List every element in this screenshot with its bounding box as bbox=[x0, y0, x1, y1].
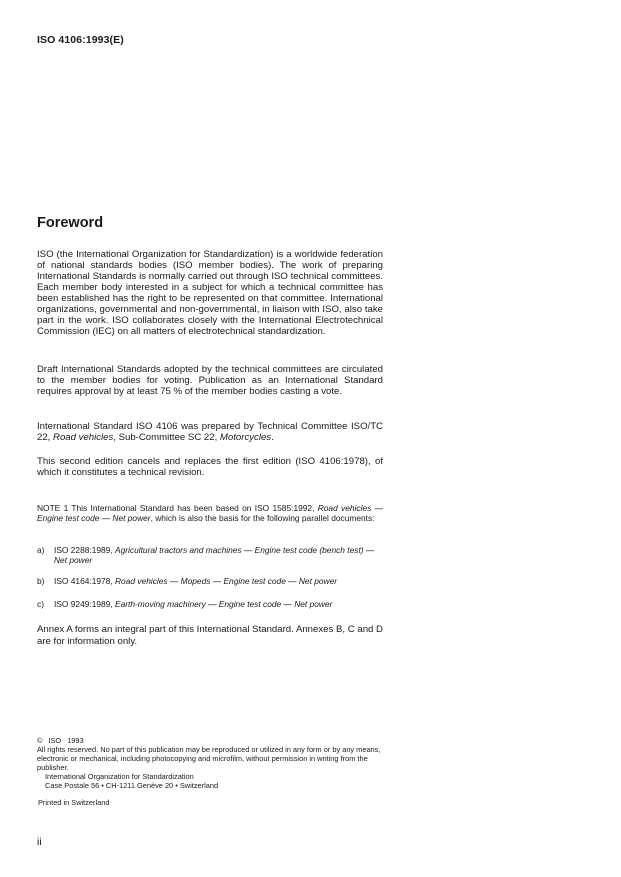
rights-statement: All rights reserved. No part of this publication may be reproduced or utilized in any form or by any means, electronic or mechanical, including photocopying and microfilm, without permission in writing from the publisher. bbox=[37, 745, 381, 772]
copyright-block bbox=[37, 736, 389, 790]
list-marker: c) bbox=[37, 599, 44, 609]
list-item-c bbox=[37, 599, 387, 609]
copyright-line bbox=[37, 736, 389, 745]
p3-prefix: International Standard ISO 4106 was prepared by Technical Committee ISO/TC 22, bbox=[37, 421, 383, 443]
list-item-b bbox=[37, 576, 387, 586]
list-ref: ISO 4164:1978, bbox=[54, 576, 115, 586]
list-body bbox=[54, 599, 387, 609]
foreword-paragraph-3 bbox=[37, 421, 383, 443]
page-number: ii bbox=[37, 836, 42, 848]
document-id: ISO 4106:1993(E) bbox=[37, 34, 124, 46]
note-prefix: NOTE 1 This International Standard has been based on ISO 1585:1992, bbox=[37, 503, 318, 513]
p3-italic-motorcycles: Motorcycles bbox=[219, 432, 272, 443]
printed-in: Printed in Switzerland bbox=[38, 798, 110, 807]
foreword-paragraph-4: This second edition cancels and replaces the first edition (ISO 4106:1978), of which it constitutes a technical revision. bbox=[37, 456, 383, 478]
list-body bbox=[54, 545, 387, 565]
note-italic-title: Road vehicles — Engine test code — Net power bbox=[37, 503, 383, 524]
list-ref: ISO 2288:1989, bbox=[54, 545, 115, 555]
note-1 bbox=[37, 503, 383, 523]
p3-italic-road-vehicles: Road vehicles bbox=[53, 432, 114, 443]
list-item-a bbox=[37, 545, 387, 565]
list-ref: ISO 9249:1989, bbox=[54, 599, 115, 609]
foreword-paragraph-1: ISO (the International Organization for Standardization) is a worldwide federation of national standards bodies (ISO member bodies). The work of preparing International Standards is normally carried out through ISO technical committees. Each member body interested in a subject for which a technical committee has been established has the right to be represented on that committee. International organizations, governmental and non-governmental, in liaison with ISO, also take part in the work. ISO collaborates closely with the International Electrotechnical Commission (IEC) on all matters of electrotechnical standardization. bbox=[37, 249, 383, 337]
p3-suffix: . bbox=[271, 432, 274, 443]
organization-name: International Organization for Standardization bbox=[45, 772, 194, 781]
organization-address: Case Postale 56 • CH-1211 Genève 20 • Switzerland bbox=[45, 781, 219, 790]
copyright-symbol: © bbox=[37, 736, 43, 745]
list-title: Agricultural tractors and machines — Engine test code (bench test) — Net power bbox=[54, 545, 375, 566]
list-title: Road vehicles — Mopeds — Engine test code — Net power bbox=[115, 576, 338, 586]
p3-middle: , Sub-Committee SC 22, bbox=[113, 432, 220, 443]
list-title: Earth-moving machinery — Engine test code — Net power bbox=[115, 599, 333, 609]
list-marker: b) bbox=[37, 576, 45, 586]
list-marker: a) bbox=[37, 545, 45, 555]
copyright-owner: ISO bbox=[48, 736, 62, 745]
annex-statement: Annex A forms an integral part of this International Standard. Annexes B, C and D are for information only. bbox=[37, 624, 383, 647]
copyright-year: 1993 bbox=[67, 736, 84, 745]
list-body bbox=[54, 576, 387, 586]
foreword-heading: Foreword bbox=[37, 215, 104, 231]
foreword-paragraph-2: Draft International Standards adopted by the technical committees are circulated to the member bodies for voting. Publication as an International Standard requires approval by at least 75 % of the member bodies casting a vote. bbox=[37, 364, 383, 397]
note-suffix: , which is also the basis for the following parallel documents: bbox=[150, 513, 375, 524]
